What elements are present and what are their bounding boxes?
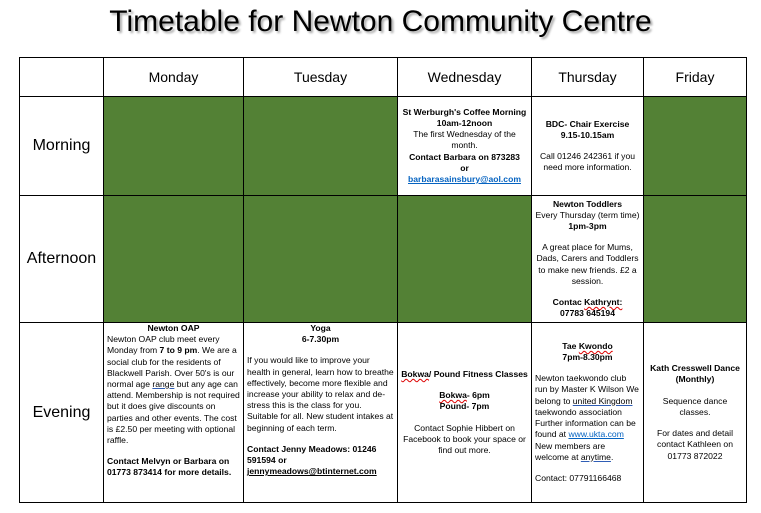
event-time: 1pm-3pm <box>568 220 607 231</box>
event-coffee-morning <box>398 97 532 196</box>
row-morning <box>20 97 747 196</box>
event-name: / Pound Fitness Classes <box>428 368 528 379</box>
event-contact: Contact Jenny Meadows: 01246 591594 or <box>247 443 377 466</box>
event-info: Call 01246 242361 if you need more information. <box>539 151 636 173</box>
header-row <box>20 58 747 97</box>
event-contact: Contact Melvyn or Barbara on 01773 873414 for more details. <box>107 456 232 478</box>
event-chair-exercise <box>532 97 644 196</box>
empty-slot-friday-morning <box>644 97 747 196</box>
event-contact: Contact: 07791166468 <box>535 472 622 483</box>
event-name: St Werburgh's Coffee Morning <box>402 106 527 117</box>
event-name: Yoga <box>310 323 331 333</box>
event-time: Pound- 7pm <box>439 401 490 412</box>
event-or: or <box>460 162 469 173</box>
day-header-tuesday: Tuesday <box>244 58 398 97</box>
event-desc: but any age can attend. Membership is not required but it does give discounts on parties and other events. The cost is £2.50 per meeting with optional raffle. <box>107 379 240 446</box>
empty-slot-tuesday-morning <box>244 97 398 196</box>
timetable <box>19 57 747 503</box>
event-time: 6-7.30pm <box>301 334 340 345</box>
event-desc: New members are welcome at <box>535 440 606 462</box>
event-desc: Newton OAP club meet every Monday from <box>107 334 220 356</box>
event-bokwa-pound <box>398 323 532 503</box>
row-evening <box>20 323 747 503</box>
event-newton-oap <box>104 323 244 503</box>
period-label-evening: Evening <box>20 323 104 503</box>
event-name: Bokwa <box>401 368 429 379</box>
period-label-afternoon: Afternoon <box>20 196 104 323</box>
event-name: Tae <box>562 340 577 351</box>
event-info: A great place for Mums, Dads, Carers and Toddlers to make new friends. £2 a session. <box>536 242 639 286</box>
event-name: Kwondo <box>578 340 613 351</box>
event-contact: Contact Sophie Hibbert on Facebook to book your space or find out more. <box>403 422 526 455</box>
empty-slot-monday-afternoon <box>104 196 244 323</box>
event-desc: Sequence dance classes. <box>662 395 728 417</box>
event-desc: If you would like to improve your health in general, learn how to breathe effectively, become more flexible and increase your ability to relax and de-stress this is the class for you. Suitable for all. New student intakes at beginning of each term. <box>247 355 394 433</box>
event-time: 10am-12noon <box>436 117 493 128</box>
corner-cell <box>20 58 104 97</box>
event-desc: . We are a social club for the residents of Blackwell Parish. Over 50's is our normal age <box>107 345 237 390</box>
event-name: Newton Toddlers <box>552 198 623 209</box>
empty-slot-monday-morning <box>104 97 244 196</box>
event-name: Newton OAP <box>147 323 200 333</box>
page-title: Timetable for Newton Community Centre <box>109 5 652 38</box>
day-header-wednesday: Wednesday <box>398 58 532 97</box>
event-desc: united Kingdom <box>572 395 633 406</box>
empty-slot-wednesday-afternoon <box>398 196 532 323</box>
event-time: 7pm-8.30pm <box>562 352 613 363</box>
website-link-ukta[interactable]: www.ukta.com <box>568 429 624 440</box>
day-header-friday: Friday <box>644 58 747 97</box>
event-yoga <box>244 323 398 503</box>
contact-prefix: Contac <box>552 297 582 307</box>
event-desc: taekwondo association Further information can be found at <box>535 406 636 440</box>
event-time: Bokwa <box>439 390 467 401</box>
email-link-barbara[interactable]: barbarasainsbury@aol.com <box>408 174 521 184</box>
email-link-jenny[interactable]: jennymeadows@btinternet.com <box>247 466 377 477</box>
event-tae-kwondo <box>532 323 644 503</box>
event-desc: . <box>610 451 614 462</box>
event-name: BDC- Chair Exercise <box>545 118 630 129</box>
contact-phone: 07783 645194 <box>560 308 615 319</box>
event-desc: range <box>152 379 175 390</box>
period-label-morning: Morning <box>20 97 104 196</box>
event-newton-toddlers <box>532 196 644 323</box>
empty-slot-tuesday-afternoon <box>244 196 398 323</box>
event-contact: For dates and detail contact Kathleen on 01773 872022 <box>657 428 733 461</box>
event-desc: Newton taekwondo club run by Master K Wilson We belong to <box>535 373 639 406</box>
day-header-monday: Monday <box>104 58 244 97</box>
row-afternoon <box>20 196 747 323</box>
event-when: Every Thursday (term time) <box>535 209 640 220</box>
day-header-thursday: Thursday <box>532 58 644 97</box>
event-time: - 6pm <box>466 390 490 401</box>
contact-name: Kathrynt: <box>584 297 623 307</box>
event-time: 7 to 9 pm <box>159 345 198 356</box>
event-contact: Contact Barbara on 873283 <box>409 151 520 162</box>
empty-slot-friday-afternoon <box>644 196 747 323</box>
event-when: The first Wednesday of the month. <box>413 129 516 151</box>
event-kath-cresswell-dance <box>644 323 747 503</box>
event-name: Kath Cresswell Dance (Monthly) <box>650 363 740 385</box>
event-time: 9.15-10.15am <box>560 129 615 140</box>
event-desc: anytime <box>580 451 611 462</box>
